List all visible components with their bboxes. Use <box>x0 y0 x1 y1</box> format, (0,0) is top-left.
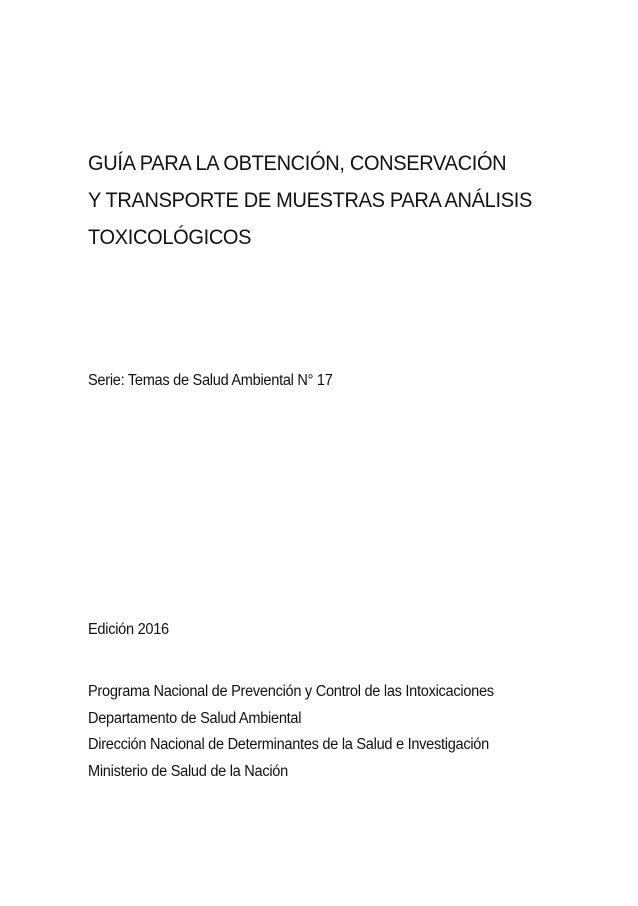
title-line-2: Y TRANSPORTE DE MUESTRAS PARA ANÁLISIS <box>88 188 532 212</box>
series-text: Serie: Temas de Salud Ambiental N° 17 <box>88 372 333 389</box>
title-line-1: GUÍA PARA LA OBTENCIÓN, CONSERVACIÓN <box>88 151 507 175</box>
institution-program: Programa Nacional de Prevención y Control de las Intoxicaciones <box>88 683 494 700</box>
institutions-list <box>88 679 494 785</box>
institution-department: Departamento de Salud Ambiental <box>88 709 302 727</box>
institution-directorate: Dirección Nacional de Determinantes de la Salud e Investigación <box>88 736 489 753</box>
institution-ministry: Ministerio de Salud de la Nación <box>88 762 288 780</box>
document-title <box>88 145 572 256</box>
title-line-3: TOXICOLÓGICOS <box>88 225 252 249</box>
edition-text: Edición 2016 <box>88 621 169 638</box>
